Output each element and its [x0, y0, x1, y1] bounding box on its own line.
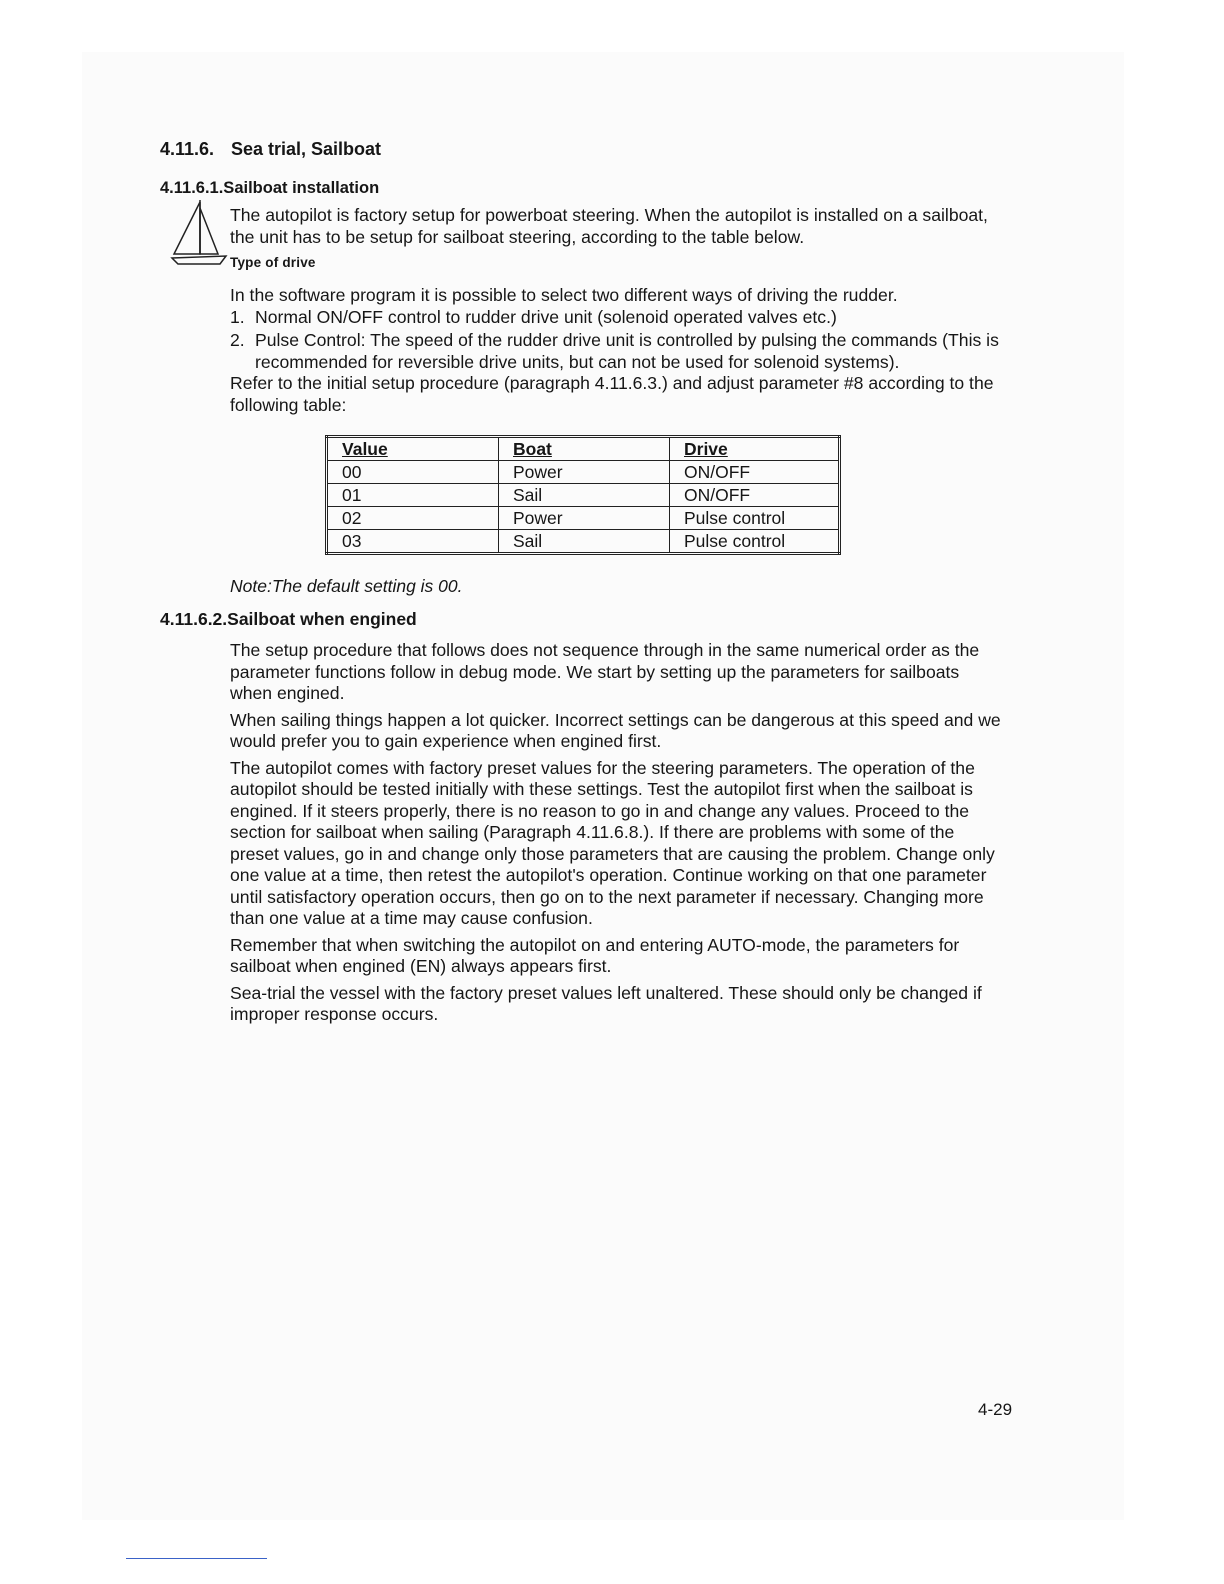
- engined-body: [230, 640, 1005, 1026]
- cell-drive: ON/OFF: [670, 484, 840, 507]
- engined-paragraph: The autopilot comes with factory preset values for the steering parameters. The operation of the autopilot should be tested initially with these settings. Test the autopilot first when the sailboat is engined. If it steers properly, there is no reason to go in and change any values. Proceed to the section for sailboat when sailing (Paragraph 4.11.6.8.). If there are problems with some of the preset values, go in and change only those parameters that are causing the problem. Change only one value at a time, then retest the autopilot's operation. Continue working on that one parameter until satisfactory operation occurs, then go on to the next parameter if necessary. Changing more than one value at a time may cause confusion.: [230, 757, 995, 928]
- default-note: Note:The default setting is 00.: [230, 576, 463, 596]
- cell-boat: Sail: [499, 484, 670, 507]
- refer-text: Refer to the initial setup procedure (paragraph 4.11.6.3.) and adjust parameter #8 according to the following table:: [230, 373, 994, 415]
- header-value: Value: [327, 437, 499, 461]
- table-row: [327, 484, 840, 507]
- list-number: 1.: [230, 306, 245, 327]
- cell-drive: ON/OFF: [670, 461, 840, 484]
- table-row: [327, 461, 840, 484]
- parameter-table: [325, 435, 841, 555]
- engined-paragraph: Remember that when switching the autopilot on and entering AUTO-mode, the parameters for sailboat when engined (EN) always appears first.: [230, 934, 960, 976]
- list-text: Pulse Control: The speed of the rudder drive unit is controlled by pulsing the commands (This is recommended for reversible drive units, but can not be used for solenoid systems).: [255, 330, 999, 372]
- section-title: Sea trial, Sailboat: [231, 139, 382, 159]
- table-header-row: [327, 437, 840, 461]
- section-number: 4.11.6.: [160, 139, 215, 159]
- list-number: 2.: [230, 330, 245, 350]
- cell-boat: Power: [499, 507, 670, 530]
- list-item: [230, 330, 1000, 373]
- page-number: 4-29: [978, 1400, 1013, 1419]
- cell-boat: Sail: [499, 530, 670, 554]
- list-text: Normal ON/OFF control to rudder drive unit (solenoid operated valves etc.): [255, 306, 837, 327]
- cell-value: 00: [327, 461, 499, 484]
- sailboat-icon: [170, 198, 228, 268]
- cell-value: 02: [327, 507, 499, 530]
- list-item: [230, 307, 1000, 329]
- drive-intro-text: In the software program it is possible to select two different ways of driving the rudder.: [230, 285, 898, 305]
- bottom-rule: [126, 1558, 267, 1559]
- engined-paragraph: The setup procedure that follows does not sequence through in the same numerical order as the parameter functions follow in debug mode. We start by setting up the parameters for sailboats when engined.: [230, 640, 980, 703]
- engined-paragraph: Sea-trial the vessel with the factory preset values left unaltered. These should only be changed if improper response occurs.: [230, 982, 982, 1024]
- engined-paragraph: When sailing things happen a lot quicker. Incorrect settings can be dangerous at this speed and we would prefer you to gain experience when engined first.: [230, 709, 1001, 751]
- cell-drive: Pulse control: [670, 507, 840, 530]
- cell-drive: Pulse control: [670, 530, 840, 554]
- drive-intro: [230, 285, 1000, 416]
- subsection-heading-engined: 4.11.6.2.Sailboat when engined: [160, 609, 417, 629]
- installation-intro: The autopilot is factory setup for powerboat steering. When the autopilot is installed on a sailboat, the unit has to be setup for sailboat steering, according to the table below.: [230, 205, 988, 247]
- drive-type-heading: Type of drive: [230, 255, 316, 270]
- cell-value: 03: [327, 530, 499, 554]
- header-boat: Boat: [499, 437, 670, 461]
- section-heading: [160, 139, 381, 160]
- subsection-heading-installation: 4.11.6.1.Sailboat installation: [160, 179, 380, 197]
- table-row: [327, 507, 840, 530]
- header-drive: Drive: [670, 437, 840, 461]
- cell-boat: Power: [499, 461, 670, 484]
- cell-value: 01: [327, 484, 499, 507]
- table-row: [327, 530, 840, 554]
